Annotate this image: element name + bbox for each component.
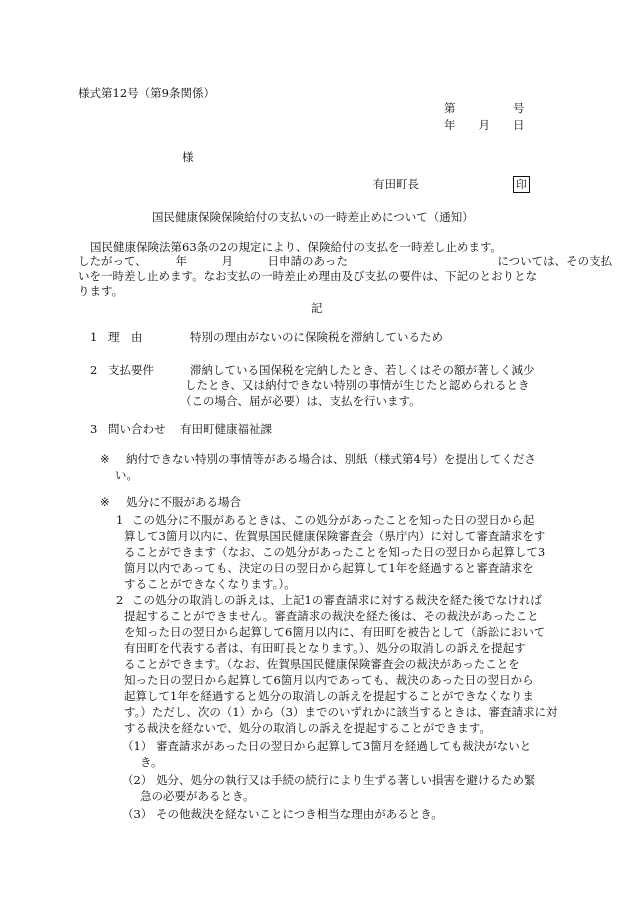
note-mark: ※ [100,452,110,466]
body-paragraph-1: 国民健康保険法第63条の2の規定により、保険給付の支払を一時差し止めます。 [90,240,503,254]
sub-item-line: 有田町を代表する者は、有田町長となります。）、処分の取消しの訴えを提起す [124,641,526,655]
sub-item-line: 起算して1年を経過すると処分の取消しの訴えを提起することができなくなりま [124,689,534,703]
document-number-label: 第 号 [444,101,525,115]
item-label: 理 由 [108,330,143,344]
case-number: （1） [122,739,153,753]
item-number: 2 [90,363,98,377]
sub-item-line: この処分に不服があるときは、この処分があったことを知った日の翌日から起 [132,513,535,527]
item-text: 有田町健康福祉課 [180,422,272,436]
case-number: （2） [122,773,153,787]
sub-item-line: 提起することができません。審査請求の裁決を経た後は、その裁決があったこと [124,609,539,623]
body-paragraph-2-line-2: いを一時差し止めます。なお支払の一時差止め理由及び支払の要件は、下記のとおりとな [78,269,538,283]
item-text: 滞納している国保税を完納したとき、若しくはその額が著しく減少 [190,363,535,377]
date-label: 年 月 日 [444,118,525,132]
sub-item-line: 箇月以内であっても、決定の日の翌日から起算して1年を経過すると審査請求を [124,561,534,575]
item-text: （この場合、届が必要）は、支払を行います。 [180,394,421,408]
addressee-suffix: 様 [182,150,194,164]
body-paragraph-2-line-3: ります。 [78,284,124,298]
ki-heading: 記 [311,301,323,315]
seal-mark: 印 [513,176,530,193]
case-line: その他裁決を経ないことにつき相当な理由があるとき。 [156,807,443,821]
sub-item-number: 1 [116,513,124,527]
item-number: 1 [90,330,98,344]
note-1-line-1: 納付できない特別の事情等がある場合は、別紙（様式第4号）を提出してくださ [126,452,536,466]
form-number: 様式第12号（第9条関係） [78,86,215,100]
item-label: 問い合わせ [108,422,166,436]
case-line: 急の必要があるとき。 [140,789,255,803]
body-paragraph-2-line-1: したがって、 年 月 日申請のあった については、その支払 [78,254,613,268]
item-text: したとき、又は納付できない特別の事情が生じたと認められるとき [185,378,530,392]
sub-item-line: ることができます（なお、この処分があったことを知った日の翌日から起算して3 [124,545,546,559]
issuer-name: 有田町長 [373,177,419,191]
item-label: 支払要件 [108,363,154,377]
sub-item-line: す。）ただし、次の（1）から（3）までのいずれかに該当するときは、審査請求に対 [124,705,558,719]
note-2-heading: 処分に不服がある場合 [126,495,241,509]
document-title: 国民健康保険保険給付の支払いの一時差止めについて（通知） [152,210,474,224]
note-1-line-2: い。 [115,468,138,482]
sub-item-line: 算して3箇月以内に、佐賀県国民健康保険審査会（県庁内）に対して審査請求をす [124,529,546,543]
sub-item-line: を知った日の翌日から起算して6箇月以内に、有田町を被告として（訴訟において [124,625,546,639]
sub-item-line: する裁決を経ないで、処分の取消しの訴えを提起することができます。 [124,721,491,735]
note-mark: ※ [100,495,110,509]
item-text: 特別の理由がないのに保険税を滞納しているため [190,330,443,344]
case-line: 処分、処分の執行又は手続の続行により生ずる著しい損害を避けるため緊 [156,773,536,787]
sub-item-line: ることができます。（なお、佐賀県国民健康保険審査会の裁決があったことを [124,657,520,671]
sub-item-number: 2 [116,593,124,607]
sub-item-line: することができなくなります。）。 [124,577,296,591]
case-number: （3） [122,807,153,821]
item-number: 3 [90,422,98,436]
sub-item-line: この処分の取消しの訴えは、上記1の審査請求に対する裁決を経た後でなければ [132,593,542,607]
sub-item-line: 知った日の翌日から起算して6箇月以内であっても、裁決のあった日の翌日から [124,673,534,687]
case-line: き。 [140,755,163,769]
case-line: 審査請求があった日の翌日から起算して3箇月を経過しても裁決がないと [156,739,532,753]
